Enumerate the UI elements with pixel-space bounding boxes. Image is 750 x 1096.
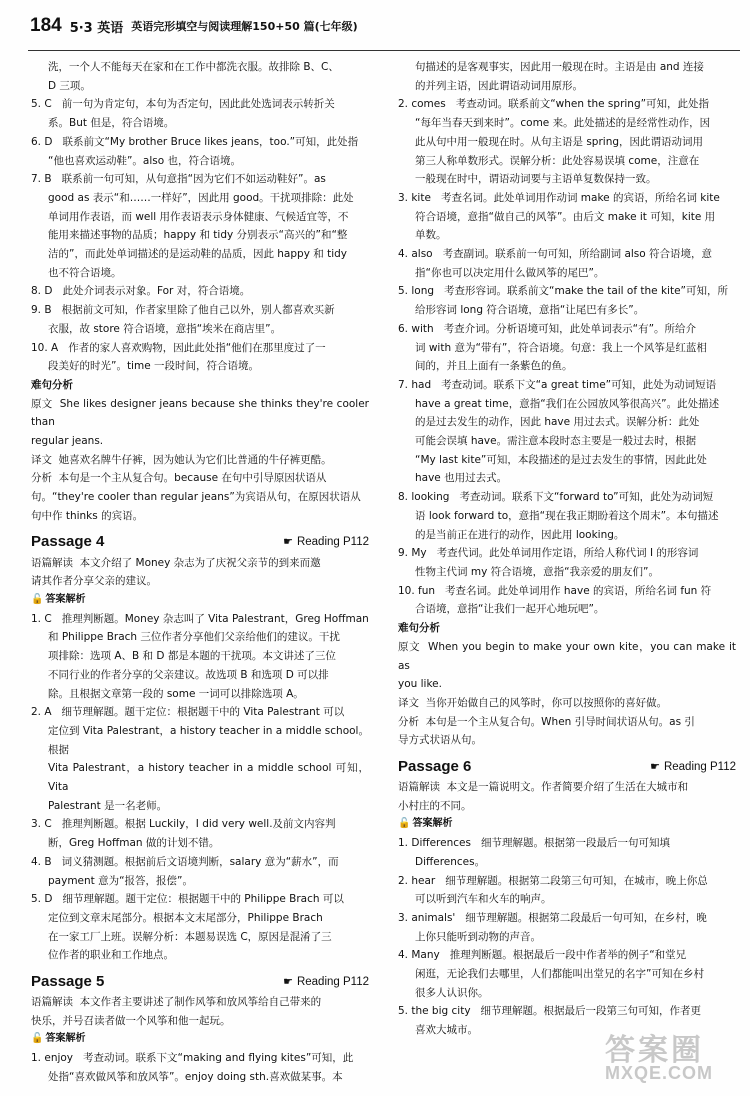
line-text: 符合语境，意指“做自己的风筝”。由后文 make it 可知，kite 用 bbox=[415, 210, 716, 223]
line-text: 难句分析 bbox=[31, 378, 73, 391]
text-line bbox=[31, 208, 369, 227]
text-line bbox=[31, 451, 369, 470]
line-text: 5. long 考查形容词。联系前文“make the tail of the kite”可知，所 bbox=[398, 285, 728, 298]
line-text: 句。“they're cooler than regular jeans”为宾语从句，在原因状语从 bbox=[31, 491, 361, 504]
line-text: 第三人称单数形式。误解分析：此处容易误填 come，注意在 bbox=[415, 154, 700, 167]
line-text: 快乐，并号召读者做一个风筝和他一起玩。 bbox=[31, 1014, 231, 1027]
passage-heading bbox=[31, 532, 369, 554]
text-line bbox=[398, 301, 736, 320]
watermark-text: 答案圈 bbox=[605, 1034, 704, 1067]
line-text: 译文 她喜欢名牌牛仔裤，因为她认为它们比普通的牛仔裤更酷。 bbox=[31, 453, 332, 466]
text-line bbox=[31, 1012, 369, 1031]
text-line bbox=[31, 357, 369, 376]
line-text: 断，Greg Hoffman 做的计划不错。 bbox=[48, 837, 220, 850]
line-text: 位作者的职业和工作地点。 bbox=[48, 949, 174, 962]
text-line bbox=[31, 245, 369, 264]
brand-label: 5·3 英语 bbox=[69, 20, 124, 36]
text-line bbox=[31, 339, 369, 358]
line-text: 8. D 此处介词表示对象。For 对，符合语境。 bbox=[31, 285, 251, 298]
text-line bbox=[398, 133, 736, 152]
text-line bbox=[398, 152, 736, 171]
line-text: 闲逛，无论我们去哪里，人们都能叫出堂兄的名字”可知在乡村 bbox=[415, 968, 704, 981]
line-text: 10. fun 考查名词。此处单词用作 have 的宾语，所给名词 fun 符 bbox=[398, 584, 712, 597]
line-text: “他也喜欢运动鞋”。also 也，符合语境。 bbox=[48, 154, 241, 167]
line-text: 在一家工厂上班。误解分析：本题易误选 C，原因是混淆了三 bbox=[48, 930, 332, 943]
text-line bbox=[398, 77, 736, 96]
left-column bbox=[31, 58, 373, 1087]
lock-icon: 🔓 bbox=[398, 818, 411, 830]
line-text: 3. C 推理判断题。根据 Luckily，I did very well.及前文内容判 bbox=[31, 818, 336, 831]
line-text: 10. A 作者的家人喜欢购物，因此此处指“他们在那里度过了一 bbox=[31, 341, 326, 354]
text-line bbox=[31, 114, 369, 133]
passage-title: Passage 6 bbox=[398, 757, 472, 775]
line-text: 段美好的时光”。time 一段时间，符合语境。 bbox=[48, 360, 259, 373]
text-line bbox=[398, 357, 736, 376]
line-text: 语篇解读 本文介绍了 Money 杂志为了庆祝父亲节的到来而邀 bbox=[31, 556, 321, 569]
text-line bbox=[398, 208, 736, 227]
line-text: Palestrant 是一名老师。 bbox=[48, 799, 168, 812]
watermark-logo bbox=[605, 1025, 745, 1093]
line-text: 2. A 细节理解题。题干定位：根据题干中的 Vita Palestrant 可以 bbox=[31, 706, 345, 719]
text-line bbox=[398, 395, 736, 414]
text-line bbox=[31, 264, 369, 283]
reading-page-ref bbox=[283, 533, 369, 552]
line-text: 也不符合语境。 bbox=[48, 266, 122, 279]
line-text: 上你只能听到动物的声音。 bbox=[415, 930, 541, 943]
line-text: Vita Palestrant，a history teacher in a middle school 可知，Vita bbox=[48, 762, 369, 794]
line-text: 1. enjoy 考查动词。联系下文“making and flying kites”可知，此 bbox=[31, 1052, 354, 1065]
text-line bbox=[31, 890, 369, 909]
text-line bbox=[31, 647, 369, 666]
line-text: 除。且根据文章第一段的 some 一词可以排除选项 A。 bbox=[48, 687, 304, 700]
line-text: 可以听到汽车和火车的响声。 bbox=[415, 893, 552, 906]
text-line bbox=[398, 170, 736, 189]
line-text: 译文 当你开始做自己的风筝时，你可以按照你的喜好做。 bbox=[398, 696, 668, 709]
reading-ref-text: Reading P112 bbox=[296, 975, 369, 988]
text-line bbox=[398, 58, 736, 77]
line-text: 句描述的是客观事实，因此用一般现在时。主语是由 and 连接 bbox=[415, 61, 704, 73]
right-column bbox=[398, 58, 740, 1040]
line-text: D 三项。 bbox=[48, 79, 91, 92]
text-line bbox=[31, 666, 369, 685]
line-text: 很多人认识你。 bbox=[415, 986, 489, 999]
header-divider bbox=[28, 50, 740, 51]
passage-title: Passage 4 bbox=[31, 533, 105, 551]
line-text: 9. My 考查代词。此处单词用作定语，所给人称代词 I 的形容词 bbox=[398, 547, 699, 560]
text-line bbox=[31, 834, 369, 853]
line-text: 分析 本句是一个主从复合句。because 在句中引导原因状语从 bbox=[31, 472, 327, 485]
line-text: 定位到 Vita Palestrant，a history teacher in a middle school。根据 bbox=[48, 724, 369, 756]
line-text: 7. B 联系前一句可知，从句意指“因为它们不如运动鞋好”。as bbox=[31, 173, 326, 186]
line-text: have a great time，意指“我们在公园放风筝很高兴”。此处描述 bbox=[415, 397, 720, 410]
line-text: 小村庄的不同。 bbox=[398, 799, 472, 812]
text-line bbox=[398, 114, 736, 133]
line-text: 可能会误填 have。需注意本段时态主要是一般过去时，根据 bbox=[415, 435, 697, 448]
line-text: 语篇解读 本文作者主要讲述了制作风筝和放风筝给自己带来的 bbox=[31, 996, 322, 1009]
line-text: 一般现在时中，谓语动词要与主语单复数保持一致。 bbox=[415, 173, 657, 186]
reading-page-ref bbox=[650, 758, 736, 777]
page-header bbox=[0, 0, 750, 52]
line-text: 系。But 但是，符合语境。 bbox=[48, 117, 175, 130]
text-line bbox=[31, 610, 369, 629]
text-line bbox=[398, 853, 736, 872]
reading-ref-text: Reading P112 bbox=[296, 536, 369, 549]
text-line bbox=[31, 95, 369, 114]
section-heading bbox=[31, 591, 367, 610]
text-line bbox=[31, 554, 369, 573]
line-text: 8. looking 考查动词。联系下文“forward to”可知，此处为动词短 bbox=[398, 491, 714, 504]
text-line bbox=[31, 628, 369, 647]
text-line bbox=[398, 731, 736, 750]
text-line bbox=[31, 759, 369, 796]
line-text: 2. comes 考查动词。联系前文“when the spring”可知，此处指 bbox=[398, 98, 710, 111]
line-text: 答案解析 bbox=[45, 1033, 86, 1045]
text-line bbox=[398, 507, 736, 526]
line-text: 请其作者分享父亲的建议。 bbox=[31, 575, 157, 588]
text-line bbox=[31, 1068, 369, 1087]
line-text: 洗，一个人不能每天在家和在工作中都洗衣服。故排除 B、C、 bbox=[48, 61, 339, 73]
line-text: 的是当前正在进行的动作，因此用 looking。 bbox=[415, 528, 625, 541]
page-number: 184 bbox=[30, 15, 62, 36]
text-line bbox=[398, 600, 736, 619]
line-text: 导方式状语从句。 bbox=[398, 734, 482, 747]
line-text: 1. Differences 细节理解题。根据第一段最后一句可知填 bbox=[398, 837, 670, 850]
line-text: 5. the big city 细节理解题。根据最后一段第三句可知，作者更 bbox=[398, 1005, 702, 1018]
pointing-hand-icon: ☛ bbox=[283, 536, 293, 549]
text-line bbox=[398, 872, 736, 891]
text-line bbox=[31, 815, 369, 834]
passage-heading bbox=[398, 756, 736, 778]
text-line bbox=[31, 685, 369, 704]
line-text: 语 look forward to，意指“现在我正期盼着这个周末”。本句描述 bbox=[415, 509, 719, 522]
text-line bbox=[31, 909, 369, 928]
line-text: 6. D 联系前文“My brother Bruce likes jeans，too.”可知，此处指 bbox=[31, 135, 359, 148]
text-line bbox=[398, 451, 736, 470]
text-line bbox=[398, 226, 736, 245]
section-heading bbox=[31, 1030, 367, 1049]
text-line bbox=[31, 507, 369, 526]
text-line bbox=[31, 872, 369, 891]
text-line bbox=[398, 282, 736, 301]
text-line bbox=[398, 675, 736, 694]
text-line bbox=[31, 301, 369, 320]
text-line bbox=[398, 1002, 736, 1021]
line-text: 的并列主语，因此谓语动词用原形。 bbox=[415, 79, 583, 92]
text-line bbox=[31, 77, 369, 96]
text-line bbox=[398, 95, 736, 114]
book-title: 英语完形填空与阅读理解150+50 篇(七年级) bbox=[131, 20, 358, 33]
section-heading bbox=[398, 815, 734, 834]
lock-icon: 🔓 bbox=[31, 593, 44, 605]
text-line bbox=[398, 965, 736, 984]
line-text: 原文 When you begin to make your own kite，you can make it as bbox=[398, 640, 740, 672]
line-text: good as 表示“和……一样好”，因此用 good。干扰项排除：此处 bbox=[48, 191, 354, 204]
line-text: 指“你也可以决定用什么做风筝的尾巴”。 bbox=[415, 266, 605, 279]
line-text: 7. had 考查动词。联系下文“a great time”可知，此处为动词短语 bbox=[398, 378, 717, 391]
line-text: “每年当春天到来时”。come 来。此处描述的是经常性动作，因 bbox=[415, 117, 711, 130]
text-line bbox=[31, 469, 369, 488]
text-line bbox=[31, 797, 369, 816]
line-text: you like. bbox=[398, 678, 442, 691]
line-text: 1. C 推理判断题。Money 杂志叫了 Vita Palestrant，Greg Hoffman bbox=[31, 612, 369, 625]
text-line bbox=[31, 282, 369, 301]
line-text: 不同行业的作者分享的父亲建议。故选项 B 和选项 D 可以排 bbox=[48, 668, 329, 681]
text-line bbox=[398, 264, 736, 283]
text-line bbox=[31, 152, 369, 171]
line-text: 单数。 bbox=[415, 229, 447, 242]
text-line bbox=[31, 488, 369, 507]
pointing-hand-icon: ☛ bbox=[650, 760, 660, 773]
text-line bbox=[398, 189, 736, 208]
text-line bbox=[31, 928, 369, 947]
passage-heading bbox=[31, 971, 369, 993]
line-text: 间的，并且上面有一条紫色的鱼。 bbox=[415, 360, 573, 373]
text-line bbox=[31, 395, 373, 432]
line-text: Differences。 bbox=[415, 855, 486, 868]
line-text: 答案解析 bbox=[45, 593, 86, 605]
line-text: 2. hear 细节理解题。根据第二段第三句可知，在城市，晚上你总 bbox=[398, 874, 708, 887]
text-line bbox=[398, 797, 736, 816]
text-line bbox=[398, 376, 736, 395]
line-text: 分析 本句是一个主从复合句。When 引导时间状语从句。as 引 bbox=[398, 715, 695, 728]
section-heading bbox=[31, 376, 369, 395]
line-text: 此从句中用一般现在时。从句主语是 spring，因此谓语动词用 bbox=[415, 135, 704, 148]
text-line bbox=[398, 320, 736, 339]
text-line bbox=[398, 928, 736, 947]
line-text: 句中作 thinks 的宾语。 bbox=[31, 509, 144, 522]
line-text: 合语境，意指“让我们一起开心地玩吧”。 bbox=[415, 603, 605, 616]
line-text: 3. animals' 细节理解题。根据第二段最后一句可知，在乡村，晚 bbox=[398, 911, 707, 924]
line-text: 4. B 词义猜测题。根据前后文语境判断，salary 意为“薪水”，而 bbox=[31, 855, 339, 868]
text-line bbox=[398, 638, 740, 675]
text-line bbox=[31, 226, 369, 245]
watermark-url: MXQE.COM bbox=[605, 1063, 714, 1083]
reading-page-ref bbox=[283, 973, 369, 992]
text-line bbox=[31, 703, 369, 722]
text-line bbox=[31, 993, 369, 1012]
line-text: 答案解析 bbox=[412, 818, 453, 830]
pointing-hand-icon: ☛ bbox=[283, 975, 293, 988]
section-heading bbox=[398, 619, 736, 638]
text-line bbox=[31, 722, 369, 759]
text-line bbox=[398, 544, 736, 563]
text-line bbox=[398, 339, 736, 358]
line-text: 洁的”，而此处单词描述的是运动鞋的品质，因此 happy 和 tidy bbox=[48, 248, 347, 261]
text-line bbox=[31, 58, 369, 77]
line-text: 衣服，故 store 符合语境，意指“埃米在商店里”。 bbox=[48, 322, 282, 335]
text-line bbox=[398, 890, 736, 909]
text-line bbox=[31, 133, 369, 152]
text-line bbox=[398, 778, 736, 797]
line-text: 能用来描述事物的品质；happy 和 tidy 分别表示“高兴的”和“整 bbox=[48, 229, 348, 242]
text-line bbox=[31, 1049, 369, 1068]
line-text: 项排除：选项 A、B 和 D 都是本题的干扰项。本文讲述了三位 bbox=[48, 650, 336, 663]
text-line bbox=[31, 170, 369, 189]
text-line bbox=[31, 320, 369, 339]
text-line bbox=[398, 909, 736, 928]
text-line bbox=[398, 563, 736, 582]
reading-ref-text: Reading P112 bbox=[663, 760, 736, 773]
line-text: 和 Philippe Brach 三位作者分享他们父亲给他们的建议。干扰 bbox=[48, 631, 340, 644]
line-text: 定位到文章末尾部分。根据本文末尾部分，Philippe Brach bbox=[48, 911, 323, 924]
line-text: 5. D 细节理解题。题干定位：根据题干中的 Philippe Brach 可以 bbox=[31, 893, 344, 906]
line-text: 词 with 意为“带有”，符合语境。句意：我上一个风筝是红蓝相 bbox=[415, 341, 707, 354]
text-line bbox=[398, 713, 736, 732]
passage-title: Passage 5 bbox=[31, 972, 105, 990]
text-line bbox=[398, 984, 736, 1003]
line-text: have 也用过去式。 bbox=[415, 472, 508, 485]
text-line bbox=[398, 432, 736, 451]
line-text: 的是过去发生的动作，因此 have 用过去式。误解分析：此处 bbox=[415, 416, 700, 429]
line-text: regular jeans. bbox=[31, 435, 104, 448]
text-line bbox=[31, 946, 369, 965]
text-line bbox=[398, 413, 736, 432]
line-text: 给形容词 long 符合语境，意指“让尾巴有多长”。 bbox=[415, 304, 645, 317]
text-line bbox=[398, 694, 736, 713]
text-line bbox=[398, 245, 736, 264]
lock-icon: 🔓 bbox=[31, 1033, 44, 1045]
text-line bbox=[31, 432, 369, 451]
line-text: 单词用作表语，而 well 用作表语表示身体健康、气候适宜等，不 bbox=[48, 210, 349, 223]
line-text: 4. Many 推理判断题。根据最后一段中作者举的例子“和堂兄 bbox=[398, 949, 687, 962]
line-text: 性物主代词 my 符合语境，意指“我亲爱的朋友们”。 bbox=[415, 565, 659, 578]
line-text: 6. with 考查介词。分析语境可知，此处单词表示“有”。所给介 bbox=[398, 322, 697, 335]
text-line bbox=[31, 853, 369, 872]
line-text: 5. C 前一句为肯定句，本句为否定句，因此此处选词表示转折关 bbox=[31, 98, 335, 111]
text-line bbox=[398, 526, 736, 545]
text-line bbox=[31, 189, 369, 208]
line-text: 9. B 根据前文可知，作者家里除了他自己以外，别人都喜欢买新 bbox=[31, 304, 335, 317]
text-line bbox=[398, 582, 736, 601]
text-line bbox=[31, 572, 369, 591]
line-text: 处指“喜欢做风筝和放风筝”。enjoy doing sth.喜欢做某事。本 bbox=[48, 1070, 343, 1083]
line-text: 喜欢大城市。 bbox=[415, 1024, 478, 1037]
line-text: 3. kite 考查名词。此处单词用作动词 make 的宾语，所给名词 kite bbox=[398, 191, 720, 204]
text-line bbox=[398, 488, 736, 507]
text-line bbox=[398, 946, 736, 965]
line-text: 难句分析 bbox=[398, 622, 440, 635]
line-text: 原文 She likes designer jeans because she thinks they're cooler than bbox=[31, 397, 373, 429]
text-line bbox=[398, 834, 736, 853]
line-text: “My last kite”可知，本段描述的是过去发生的事情，因此此处 bbox=[415, 453, 707, 466]
line-text: payment 意为“报答，报偿”。 bbox=[48, 874, 193, 887]
line-text: 语篇解读 本文是一篇说明文。作者简要介绍了生活在大城市和 bbox=[398, 781, 689, 794]
text-line bbox=[398, 469, 736, 488]
line-text: 4. also 考查副词。联系前一句可知，所给副词 also 符合语境，意 bbox=[398, 248, 713, 261]
